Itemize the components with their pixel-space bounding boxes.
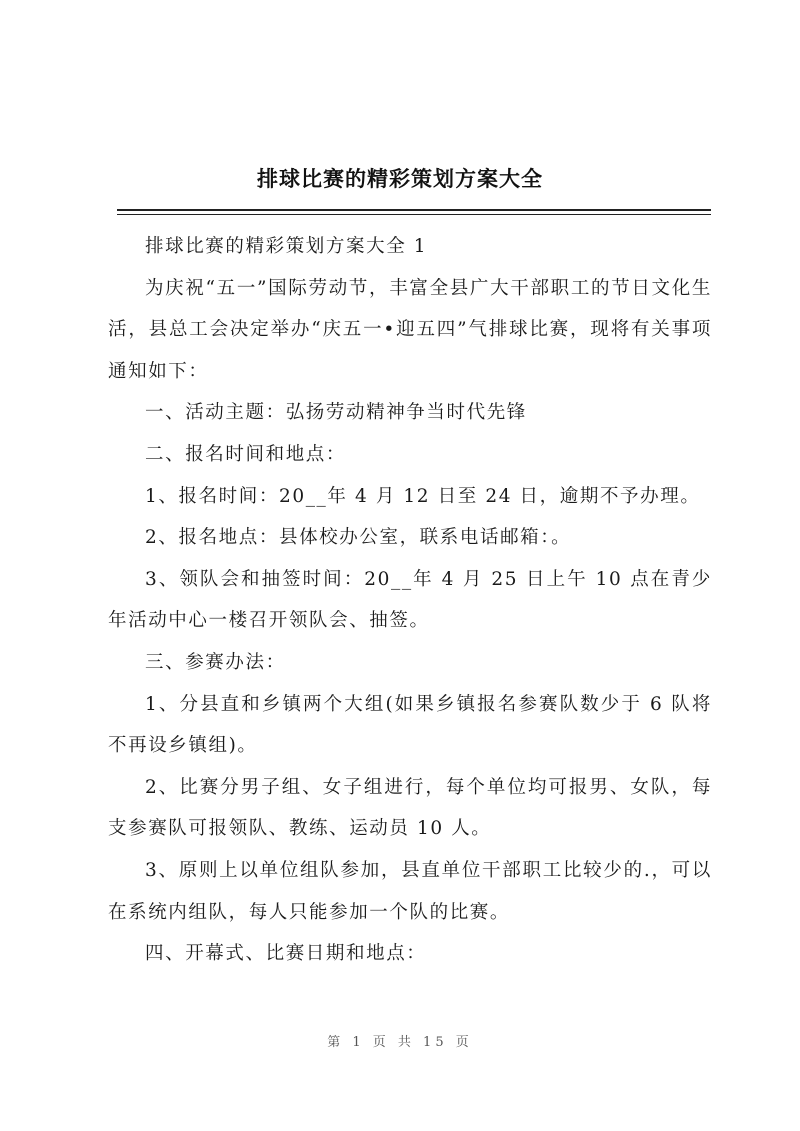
paragraph: 一、活动主题：弘扬劳动精神争当时代先锋 (145, 402, 527, 424)
document-title: 排球比赛的精彩策划方案大全 (257, 167, 543, 191)
page-footer: 第 1 页 共 15 页 (327, 1035, 473, 1050)
paragraph: 2、比赛分男子组、女子组进行，每个单位均可报男、女队，每支参赛队可报领队、教练、运动员 10 人。 (108, 776, 712, 840)
paragraph: 二、报名时间和地点： (145, 443, 347, 465)
title-rule-thick (117, 209, 711, 211)
title-rule-thin (117, 214, 711, 215)
paragraph: 排球比赛的精彩策划方案大全 1 (145, 236, 428, 257)
paragraph: 3、原则上以单位组队参加，县直单位干部职工比较少的.，可以在系统内组队，每人只能参加一个队的比赛。 (108, 859, 712, 923)
paragraph: 为庆祝“五一”国际劳动节，丰富全县广大干部职工的节日文化生活，县总工会决定举办“庆五一•迎五四”气排球比赛，现将有关事项通知如下： (108, 277, 712, 382)
paragraph: 1、分县直和乡镇两个大组(如果乡镇报名参赛队数少于 6 队将不再设乡镇组)。 (108, 693, 712, 757)
paragraph: 1、报名时间：20__年 4 月 12 日至 24 日，逾期不予办理。 (145, 485, 701, 507)
document-body (108, 226, 712, 975)
paragraph: 四、开幕式、比赛日期和地点： (145, 943, 427, 965)
paragraph: 2、报名地点：县体校办公室，联系电话邮箱：。 (145, 527, 572, 549)
paragraph: 3、领队会和抽签时间：20__年 4 月 25 日上午 10 点在青少年活动中心一楼召开领队会、抽签。 (108, 568, 712, 632)
paragraph: 三、参赛办法： (145, 651, 286, 673)
